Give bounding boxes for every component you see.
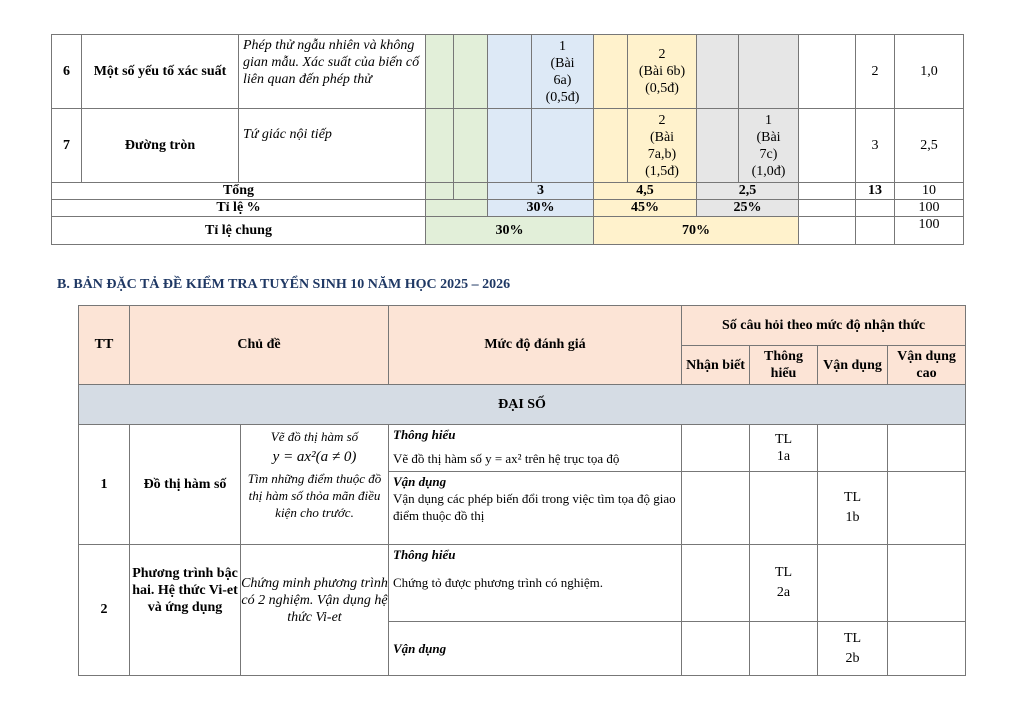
row-number: 1 xyxy=(79,425,130,545)
question-code: TL 1a xyxy=(750,425,818,472)
level-cell: 2 (Bài 6b) (0,5đ) xyxy=(628,35,697,109)
header-nb: Nhận biết xyxy=(682,346,750,385)
total-questions: 3 xyxy=(856,109,895,183)
table-row xyxy=(52,109,964,183)
total-questions: 2 xyxy=(856,35,895,109)
section-algebra: ĐẠI SỐ xyxy=(79,385,966,425)
header-th: Thông hiểu xyxy=(750,346,818,385)
row-number: 6 xyxy=(52,35,82,109)
specification-table xyxy=(78,305,966,676)
table-row xyxy=(79,425,966,472)
level-cell: Thông hiểu Vẽ đồ thị hàm số y = ax² trên hệ trục tọa độ xyxy=(389,425,682,472)
topic-cell: Một số yếu tố xác suất xyxy=(82,35,239,109)
subtopic-cell: Chứng minh phương trình có 2 nghiệm. Vận dụng hệ thức Vi-et xyxy=(241,545,389,676)
row-number: 7 xyxy=(52,109,82,183)
matrix-table xyxy=(51,34,964,245)
table-row xyxy=(79,545,966,622)
topic-cell: Phương trình bậc hai. Hệ thức Vi-et và ứng dụng xyxy=(130,545,241,676)
level-cell: 2 (Bài 7a,b) (1,5đ) xyxy=(628,109,697,183)
level-cell: Vận dụng Vận dụng các phép biến đổi trong việc tìm tọa độ giao điểm thuộc đồ thị xyxy=(389,472,682,545)
overall-ratio-label: Tỉ lệ chung xyxy=(52,217,426,245)
section-row xyxy=(79,385,966,425)
table-header-row xyxy=(79,306,966,346)
header-topic: Chủ đề xyxy=(130,306,389,385)
total-label: Tổng xyxy=(52,183,426,200)
level-cell: Thông hiểu Chứng tỏ được phương trình có nghiệm. xyxy=(389,545,682,622)
section-b-title: B. BẢN ĐẶC TẢ ĐỀ KIỂM TRA TUYỂN SINH 10 NĂM HỌC 2025 – 2026 xyxy=(57,277,511,292)
content-cell: Phép thử ngẫu nhiên và không gian mẫu. Xác suất của biến cố liên quan đến phép thử xyxy=(239,35,426,109)
total-points: 2,5 xyxy=(895,109,964,183)
level-cell: 1 (Bài 7c) (1,0đ) xyxy=(739,109,799,183)
level-cell: 1 (Bài 6a) (0,5đ) xyxy=(532,35,594,109)
content-cell: Tứ giác nội tiếp xyxy=(239,109,426,183)
level-cell: Vận dụng xyxy=(389,622,682,676)
total-points: 1,0 xyxy=(895,35,964,109)
question-code: TL 1b xyxy=(818,472,888,545)
topic-cell: Đường tròn xyxy=(82,109,239,183)
table-row: Tỉ lệ % 30% 45% 25% 100 xyxy=(52,200,964,217)
question-code: TL 2b xyxy=(818,622,888,676)
header-tt: TT xyxy=(79,306,130,385)
question-code: TL 2a xyxy=(750,545,818,622)
topic-cell: Đồ thị hàm số xyxy=(130,425,241,545)
header-level: Mức độ đánh giá xyxy=(389,306,682,385)
header-vd: Vận dụng xyxy=(818,346,888,385)
formula: y = ax²(a ≠ 0) xyxy=(272,449,357,465)
ratio-label: Tỉ lệ % xyxy=(52,200,426,217)
table-row xyxy=(52,35,964,109)
table-row: Tổng 3 4,5 2,5 13 10 xyxy=(52,183,964,200)
header-count: Số câu hỏi theo mức độ nhận thức xyxy=(682,306,966,346)
subtopic-cell: Vẽ đồ thị hàm số y = ax²(a ≠ 0) Tìm những điểm thuộc đồ thị hàm số thỏa mãn điều kiện cho trước. xyxy=(241,425,389,545)
table-row: Tỉ lệ chung 30% 70% 100 xyxy=(52,217,964,245)
header-vdc: Vận dụng cao xyxy=(888,346,966,385)
row-number: 2 xyxy=(79,545,130,676)
